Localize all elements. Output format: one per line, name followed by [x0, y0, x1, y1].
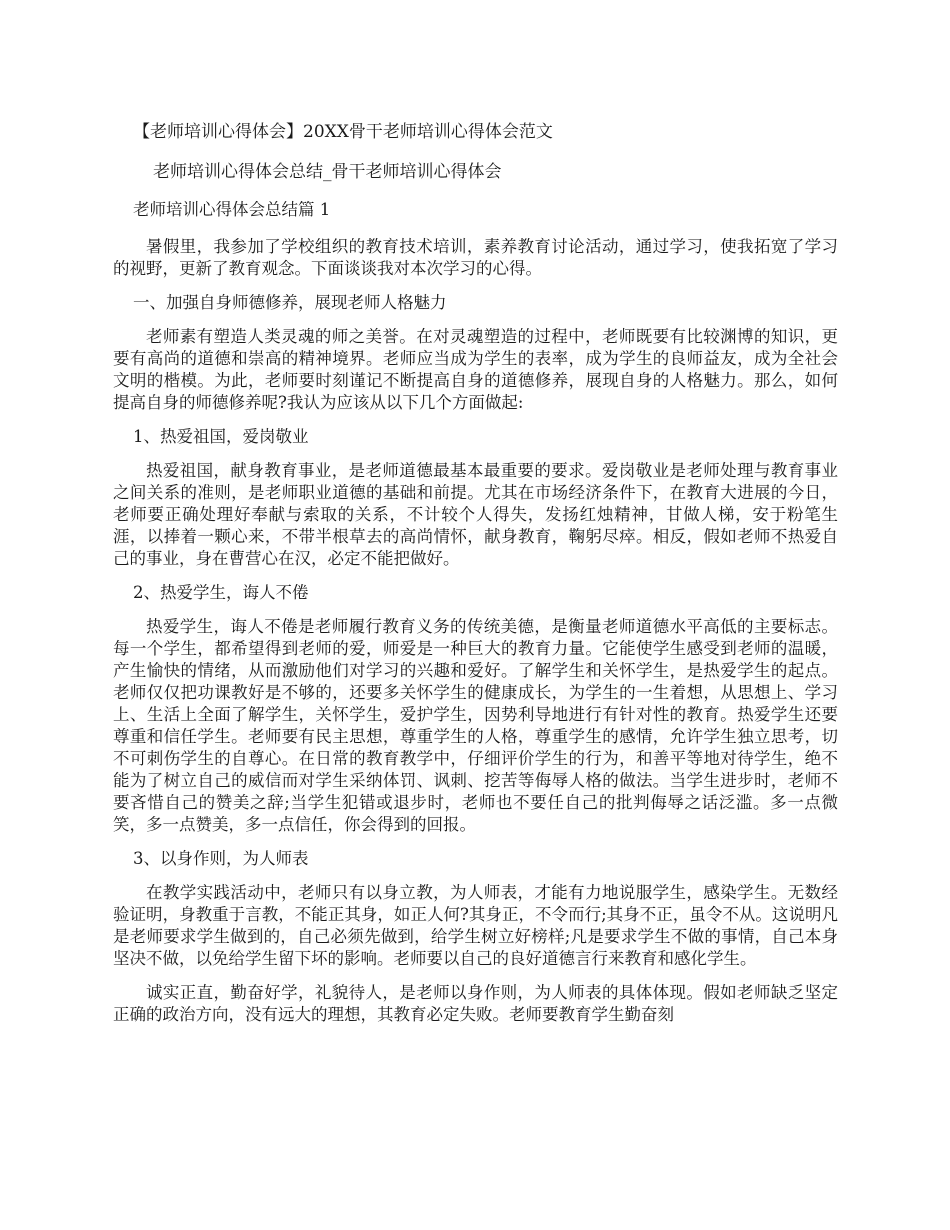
heading-4: 3、以身作则，为人师表	[133, 849, 309, 868]
section-title: 老师培训心得体会总结篇 1	[133, 200, 331, 219]
paragraph-3: 热爱学生，诲人不倦是老师履行教育义务的传统美德，是衡量老师道德水平高低的主要标志。每一个学生，都希望得到老师的爱，师爱是一种巨大的教育力量。它能使学生感受到老师的温暖，产生愉快的情绪，从而激励他们对学习的兴趣和爱好。了解学生和关怀学生，是热爱学生的起点。老师仅仅把功课教好是不够的，还要多关怀学生的健康成长，为学生的一生着想，从思想上、学习上、生活上全面了解学生，关怀学生，爱护学生，因势利导地进行有针对性的教育。热爱学生还要尊重和信任学生。老师要有民主思想，尊重学生的人格，尊重学生的感情，允许学生独立思考，切不可刺伤学生的自尊心。在日常的教育教学中，仔细评价学生的行为，和善平等地对待学生，绝不能为了树立自己的威信而对学生采纳体罚、讽刺、挖苦等侮辱人格的做法。当学生进步时，老师不要吝惜自己的赞美之辞;当学生犯错或退步时，老师也不要任自己的批判侮辱之话泛滥。多一点微笑，多一点赞美，多一点信任，你会得到的回报。	[113, 617, 838, 834]
document-subtitle: 老师培训心得体会总结_骨干老师培训心得体会	[153, 162, 502, 182]
document-title: 【老师培训心得体会】20XX骨干老师培训心得体会范文	[133, 122, 553, 142]
paragraph-2: 热爱祖国，献身教育事业，是老师道德最基本最重要的要求。爱岗敬业是老师处理与教育事业之间关系的准则，是老师职业道德的基础和前提。尤其在市场经济条件下，在教育大进展的今日，老师要正确处理好奉献与索取的关系，不计较个人得失，发扬红烛精神，甘做人梯，安于粉笔生涯，以捧着一颗心来，不带半根草去的高尚情怀，献身教育，鞠躬尽瘁。相反，假如老师不热爱自己的事业，身在曹营心在汉，必定不能把做好。	[113, 461, 838, 568]
paragraph-1: 老师素有塑造人类灵魂的师之美誉。在对灵魂塑造的过程中，老师既要有比较渊博的知识，更要有高尚的道德和崇高的精神境界。老师应当成为学生的表率，成为学生的良师益友，成为全社会文明的楷模。为此，老师要时刻谨记不断提高自身的道德修养，展现自身的人格魅力。那么，如何提高自身的师德修养呢?我认为应该从以下几个方面做起:	[113, 327, 838, 412]
heading-2: 1、热爱祖国，爱岗敬业	[133, 427, 309, 446]
document-body	[113, 120, 838, 1038]
paragraph-4: 在教学实践活动中，老师只有以身立教，为人师表，才能有力地说服学生，感染学生。无数经验证明，身教重于言教，不能正其身，如正人何?其身正，不令而行;其身不正，虽令不从。这说明凡是老师要求学生做到的，自己必须先做到，给学生树立好榜样;凡是要求学生不做的事情，自己本身坚决不做，以免给学生留下坏的影响。老师要以自己的良好道德言行来教育和感化学生。	[113, 883, 838, 968]
heading-1: 一、加强自身师德修养，展现老师人格魅力	[133, 293, 447, 312]
heading-3: 2、热爱学生，诲人不倦	[133, 583, 309, 602]
paragraph-intro: 暑假里，我参加了学校组织的教育技术培训，素养教育讨论活动，通过学习，使我拓宽了学习的视野，更新了教育观念。下面谈谈我对本次学习的心得。	[113, 237, 838, 278]
paragraph-5: 诚实正直，勤奋好学，礼貌待人，是老师以身作则，为人师表的具体体现。假如老师缺乏坚定正确的政治方向，没有远大的理想，其教育必定失败。老师要教育学生勤奋刻	[113, 983, 838, 1024]
